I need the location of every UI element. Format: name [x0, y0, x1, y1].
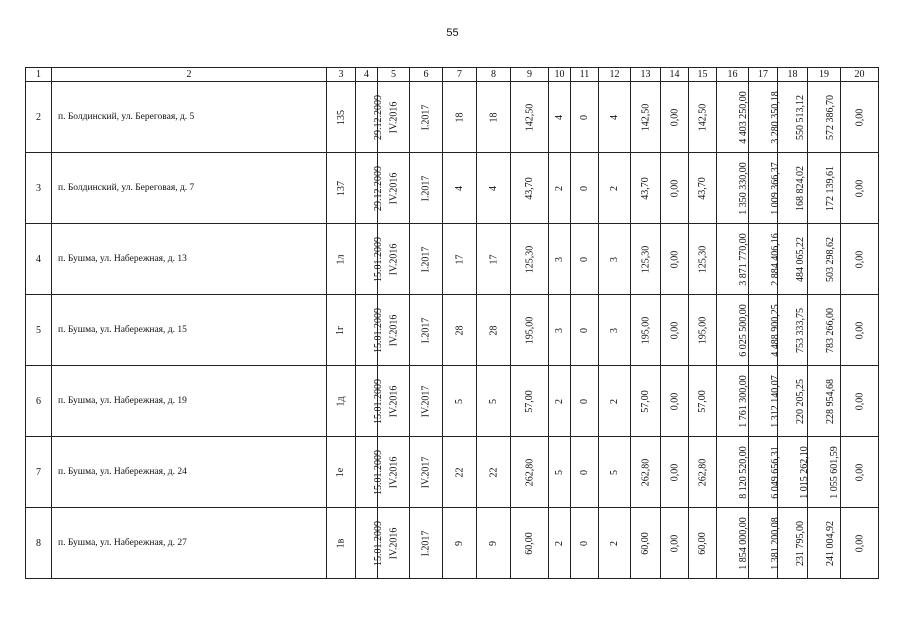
table-cell — [778, 224, 808, 295]
table-cell — [689, 224, 717, 295]
cell-value: 0,00 — [854, 108, 865, 126]
table-cell — [661, 295, 689, 366]
table-cell — [631, 82, 661, 153]
cell-value: 15.01.2009 — [373, 236, 384, 282]
cell-value: 1 381 200,08 — [769, 516, 781, 570]
table-cell — [327, 437, 356, 508]
table-cell — [599, 437, 631, 508]
table-cell — [571, 295, 599, 366]
table-cell — [749, 437, 781, 508]
table-cell — [841, 366, 879, 437]
table-cell — [631, 224, 661, 295]
cell-value: I.2017 — [420, 317, 432, 343]
table-cell — [631, 295, 661, 366]
cell-value: 0 — [579, 327, 590, 333]
table-cell — [511, 508, 549, 579]
cell-value: 2 — [609, 185, 620, 191]
table-cell — [841, 153, 879, 224]
cell-value: 1е — [335, 467, 347, 477]
header-cell: 14 — [661, 68, 689, 82]
cell-value: 220 205,25 — [795, 378, 806, 424]
header-cell: 7 — [443, 68, 477, 82]
table-cell — [808, 224, 841, 295]
table-cell — [356, 437, 384, 508]
table-cell: п. Бушма, ул. Набережная, д. 13 — [52, 224, 327, 295]
header-cell: 16 — [717, 68, 749, 82]
table-cell — [661, 153, 689, 224]
table-cell — [717, 224, 749, 295]
table-cell — [661, 82, 689, 153]
cell-value: 125,30 — [697, 245, 709, 273]
cell-value: 0,00 — [854, 179, 865, 197]
cell-value: 60,00 — [697, 531, 708, 555]
table-cell — [749, 295, 781, 366]
cell-value: 0 — [579, 185, 590, 191]
cell-value: 0,00 — [669, 250, 680, 268]
header-cell: 6 — [410, 68, 443, 82]
cell-value: 195,00 — [524, 316, 535, 344]
cell-value: 15.01.2009 — [373, 378, 384, 424]
table-cell — [443, 295, 477, 366]
cell-value: 57,00 — [524, 389, 535, 413]
table-cell — [477, 153, 511, 224]
cell-value: I.2017 — [420, 530, 432, 556]
cell-value: 0,00 — [669, 463, 680, 481]
cell-value: 5 — [454, 398, 465, 404]
cell-value: IV.2016 — [388, 314, 400, 346]
cell-value: 231 795,00 — [795, 520, 806, 566]
table-row — [26, 153, 879, 224]
cell-value: 572 386,70 — [825, 94, 836, 140]
header-cell: 11 — [571, 68, 599, 82]
table-cell — [549, 224, 571, 295]
cell-value: 783 266,00 — [825, 307, 836, 353]
cell-value: 4 — [454, 185, 465, 191]
cell-value: 0 — [579, 469, 590, 475]
cell-value: 1 312 140,07 — [769, 374, 781, 428]
header-cell: 10 — [549, 68, 571, 82]
table-cell — [689, 508, 717, 579]
cell-value: 0,00 — [669, 321, 680, 339]
table-cell — [356, 508, 384, 579]
table-cell — [778, 295, 808, 366]
table-cell — [808, 437, 841, 508]
table-cell — [443, 437, 477, 508]
header-cell: 19 — [808, 68, 841, 82]
header-cell: 12 — [599, 68, 631, 82]
cell-value: IV.2016 — [388, 456, 400, 488]
register-table — [25, 67, 879, 579]
cell-value: 0,00 — [854, 321, 865, 339]
cell-value: 1в — [335, 538, 347, 548]
cell-value: 9 — [454, 540, 465, 546]
table-cell — [808, 82, 841, 153]
table-cell — [599, 224, 631, 295]
table-cell — [511, 153, 549, 224]
table-cell — [808, 366, 841, 437]
cell-value: 4 488 900,25 — [769, 303, 781, 357]
page-number: 55 — [446, 27, 459, 39]
cell-value: 2 884 406,16 — [769, 232, 781, 286]
table-cell — [410, 295, 443, 366]
cell-value: I.2017 — [420, 175, 432, 201]
table-cell — [477, 437, 511, 508]
table-cell — [689, 82, 717, 153]
table-row — [26, 224, 879, 295]
cell-value: 3 — [609, 327, 620, 333]
cell-value: 43,70 — [524, 176, 535, 200]
cell-value: 0 — [579, 114, 590, 120]
cell-value: 503 298,62 — [825, 236, 836, 282]
cell-value: 6 049 656,31 — [769, 445, 781, 499]
cell-value: 18 — [454, 112, 465, 122]
table-cell — [443, 153, 477, 224]
cell-value: 2 — [554, 185, 565, 191]
cell-value: 135 — [335, 109, 347, 125]
table-cell: п. Бушма, ул. Набережная, д. 19 — [52, 366, 327, 437]
table-cell — [410, 153, 443, 224]
table-cell: п. Бушма, ул. Набережная, д. 27 — [52, 508, 327, 579]
table-cell — [599, 82, 631, 153]
table-cell — [410, 82, 443, 153]
cell-value: 5 — [554, 469, 565, 475]
table-cell — [511, 82, 549, 153]
header-cell: 18 — [778, 68, 808, 82]
cell-value: 0,00 — [669, 108, 680, 126]
cell-value: IV.2016 — [388, 172, 400, 204]
cell-value: 262,80 — [697, 458, 709, 486]
cell-value: 1д — [335, 395, 347, 407]
cell-value: 18 — [488, 112, 499, 122]
table-cell — [511, 366, 549, 437]
header-cell: 1 — [26, 68, 52, 82]
cell-value: 60,00 — [640, 531, 651, 555]
cell-value: 4 — [554, 114, 565, 120]
cell-value: 0,00 — [669, 392, 680, 410]
cell-value: 550 513,12 — [795, 94, 806, 140]
table-cell — [778, 153, 808, 224]
table-cell — [356, 295, 384, 366]
table-cell — [477, 508, 511, 579]
table-cell — [749, 508, 781, 579]
table-cell — [571, 224, 599, 295]
table-cell — [571, 508, 599, 579]
cell-value: 125,30 — [524, 245, 535, 273]
cell-value: 142,50 — [640, 103, 651, 131]
table-cell: п. Бушма, ул. Набережная, д. 15 — [52, 295, 327, 366]
table-cell — [356, 153, 384, 224]
cell-value: 4 — [609, 114, 620, 120]
cell-value: 0 — [579, 398, 590, 404]
table-cell — [549, 82, 571, 153]
cell-value: 168 824,02 — [795, 165, 806, 211]
cell-value: 0 — [579, 256, 590, 262]
cell-value: 17 — [454, 254, 465, 264]
cell-value: 28 — [454, 325, 465, 335]
header-cell: 9 — [511, 68, 549, 82]
table-cell — [841, 82, 879, 153]
table-cell — [327, 153, 356, 224]
table-cell — [599, 153, 631, 224]
cell-value: IV.2016 — [388, 101, 400, 133]
header-cell: 8 — [477, 68, 511, 82]
table-cell: п. Болдинский, ул. Береговая, д. 5 — [52, 82, 327, 153]
table-cell — [689, 153, 717, 224]
table-cell — [443, 508, 477, 579]
table-cell — [661, 437, 689, 508]
table-cell: 8 — [26, 508, 52, 579]
cell-value: 1г — [335, 325, 347, 335]
cell-value: 3 871 770,00 — [737, 232, 749, 286]
cell-value: IV.2016 — [388, 385, 400, 417]
table-cell — [571, 153, 599, 224]
cell-value: 0,00 — [854, 463, 865, 481]
cell-value: 0,00 — [669, 534, 680, 552]
cell-value: 2 — [609, 398, 620, 404]
table-cell — [631, 437, 661, 508]
table-cell — [571, 82, 599, 153]
table-row — [26, 82, 879, 153]
cell-value: 0,00 — [854, 250, 865, 268]
header-cell: 4 — [356, 68, 378, 82]
table-cell: 6 — [26, 366, 52, 437]
cell-value: 228 954,68 — [825, 378, 836, 424]
cell-value: 1 854 000,00 — [737, 516, 749, 570]
cell-value: 3 280 350,18 — [769, 90, 781, 144]
cell-value: IV.2016 — [388, 527, 400, 559]
cell-value: 0,00 — [854, 534, 865, 552]
cell-value: 4 403 250,00 — [737, 90, 749, 144]
cell-value: 3 — [554, 327, 565, 333]
table-cell — [356, 82, 384, 153]
cell-value: 57,00 — [640, 389, 651, 413]
cell-value: I.2017 — [420, 104, 432, 130]
table-cell — [717, 366, 749, 437]
table-cell — [410, 366, 443, 437]
cell-value: 22 — [454, 467, 465, 477]
cell-value: IV.2016 — [388, 243, 400, 275]
table-cell — [410, 224, 443, 295]
cell-value: 0,00 — [854, 392, 865, 410]
cell-value: 43,70 — [640, 176, 651, 200]
table-cell — [443, 82, 477, 153]
cell-value: 241 004,92 — [825, 520, 836, 566]
table-cell — [841, 295, 879, 366]
cell-value: 60,00 — [524, 531, 535, 555]
table-cell — [549, 437, 571, 508]
header-cell: 3 — [327, 68, 356, 82]
table-cell: 2 — [26, 82, 52, 153]
table-cell — [511, 224, 549, 295]
table-cell — [717, 437, 749, 508]
table-cell — [327, 366, 356, 437]
header-cell: 17 — [749, 68, 778, 82]
table-cell — [599, 508, 631, 579]
cell-value: 195,00 — [697, 316, 709, 344]
table-cell — [778, 366, 808, 437]
cell-value: 262,80 — [524, 458, 535, 486]
table-cell — [327, 82, 356, 153]
header-cell: 20 — [841, 68, 879, 82]
cell-value: 29.12.2009 — [373, 165, 384, 211]
table-cell — [477, 366, 511, 437]
table-cell — [661, 224, 689, 295]
table-cell — [749, 366, 781, 437]
table-cell — [511, 295, 549, 366]
header-cell: 15 — [689, 68, 717, 82]
table-cell — [356, 366, 384, 437]
cell-value: 484 065,22 — [795, 236, 806, 282]
table-cell — [549, 508, 571, 579]
cell-value: 3 — [609, 256, 620, 262]
table-row — [26, 508, 879, 579]
table-cell — [778, 82, 808, 153]
table-cell — [841, 437, 879, 508]
cell-value: 142,50 — [697, 103, 709, 131]
cell-value: 0,00 — [669, 179, 680, 197]
cell-value: 9 — [488, 540, 499, 546]
cell-value: 1 015 262,10 — [798, 445, 810, 499]
table-cell — [749, 224, 781, 295]
table-cell — [571, 366, 599, 437]
table-cell — [477, 82, 511, 153]
cell-value: 29.12.2009 — [373, 94, 384, 140]
header-cell: 2 — [52, 68, 327, 82]
table-cell — [549, 366, 571, 437]
table-cell — [599, 295, 631, 366]
table-cell — [410, 437, 443, 508]
cell-value: 17 — [488, 254, 499, 264]
table-cell — [631, 508, 661, 579]
cell-value: 1 009 366,37 — [769, 161, 781, 215]
cell-value: 22 — [488, 467, 499, 477]
cell-value: 15.01.2009 — [373, 307, 384, 353]
table-cell: 3 — [26, 153, 52, 224]
cell-value: 125,30 — [640, 245, 651, 273]
table-cell — [477, 295, 511, 366]
cell-value: 753 333,75 — [795, 307, 806, 353]
table-cell — [808, 508, 841, 579]
table-cell — [778, 508, 808, 579]
cell-value: 1 055 601,59 — [828, 445, 840, 499]
cell-value: IV.2017 — [420, 456, 432, 488]
table-row — [26, 295, 879, 366]
table-cell — [631, 366, 661, 437]
table-cell — [749, 153, 781, 224]
table-cell — [841, 224, 879, 295]
table-cell: 4 — [26, 224, 52, 295]
header-cell: 5 — [378, 68, 410, 82]
cell-value: 5 — [609, 469, 620, 475]
cell-value: 15.01.2009 — [373, 520, 384, 566]
cell-value: 57,00 — [697, 389, 708, 413]
table-cell — [808, 295, 841, 366]
cell-value: 0 — [579, 540, 590, 546]
cell-value: 142,50 — [524, 103, 535, 131]
table-cell — [717, 82, 749, 153]
cell-value: 43,70 — [697, 176, 708, 200]
cell-value: 5 — [488, 398, 499, 404]
table-cell: 7 — [26, 437, 52, 508]
cell-value: 15.01.2009 — [373, 449, 384, 495]
table-cell: 5 — [26, 295, 52, 366]
cell-value: 172 139,61 — [825, 165, 836, 211]
table-cell — [443, 224, 477, 295]
table-cell — [808, 153, 841, 224]
table-cell: п. Бушма, ул. Набережная, д. 24 — [52, 437, 327, 508]
table-cell — [661, 508, 689, 579]
table-cell — [599, 366, 631, 437]
cell-value: 2 — [554, 540, 565, 546]
table-cell — [327, 295, 356, 366]
cell-value: 2 — [554, 398, 565, 404]
header-cell: 13 — [631, 68, 661, 82]
table-cell — [778, 437, 808, 508]
table-cell — [631, 153, 661, 224]
table-cell — [661, 366, 689, 437]
table-cell — [571, 437, 599, 508]
cell-value: I.2017 — [420, 246, 432, 272]
cell-value: IV.2017 — [420, 385, 432, 417]
table-cell — [477, 224, 511, 295]
table-cell — [717, 295, 749, 366]
table-cell — [443, 366, 477, 437]
table-cell — [410, 508, 443, 579]
header-row — [26, 68, 879, 82]
cell-value: 137 — [335, 180, 347, 196]
table-row — [26, 437, 879, 508]
cell-value: 6 025 500,00 — [737, 303, 749, 357]
table-cell — [549, 295, 571, 366]
table-cell — [511, 437, 549, 508]
table-cell — [841, 508, 879, 579]
table-cell — [356, 224, 384, 295]
table-cell — [717, 153, 749, 224]
table-cell — [689, 437, 717, 508]
table-row — [26, 366, 879, 437]
cell-value: 1 761 300,00 — [737, 374, 749, 428]
cell-value: 195,00 — [640, 316, 651, 344]
cell-value: 28 — [488, 325, 499, 335]
table-cell — [749, 82, 781, 153]
table-cell: п. Болдинский, ул. Береговая, д. 7 — [52, 153, 327, 224]
cell-value: 3 — [554, 256, 565, 262]
cell-value: 2 — [609, 540, 620, 546]
table-cell — [327, 224, 356, 295]
cell-value: 1л — [335, 254, 347, 264]
table-cell — [689, 295, 717, 366]
cell-value: 4 — [488, 185, 499, 191]
cell-value: 1 350 330,00 — [737, 161, 749, 215]
cell-value: 8 120 520,00 — [737, 445, 749, 499]
table-cell — [327, 508, 356, 579]
cell-value: 262,80 — [640, 458, 651, 486]
table-cell — [689, 366, 717, 437]
table-cell — [717, 508, 749, 579]
table-cell — [549, 153, 571, 224]
